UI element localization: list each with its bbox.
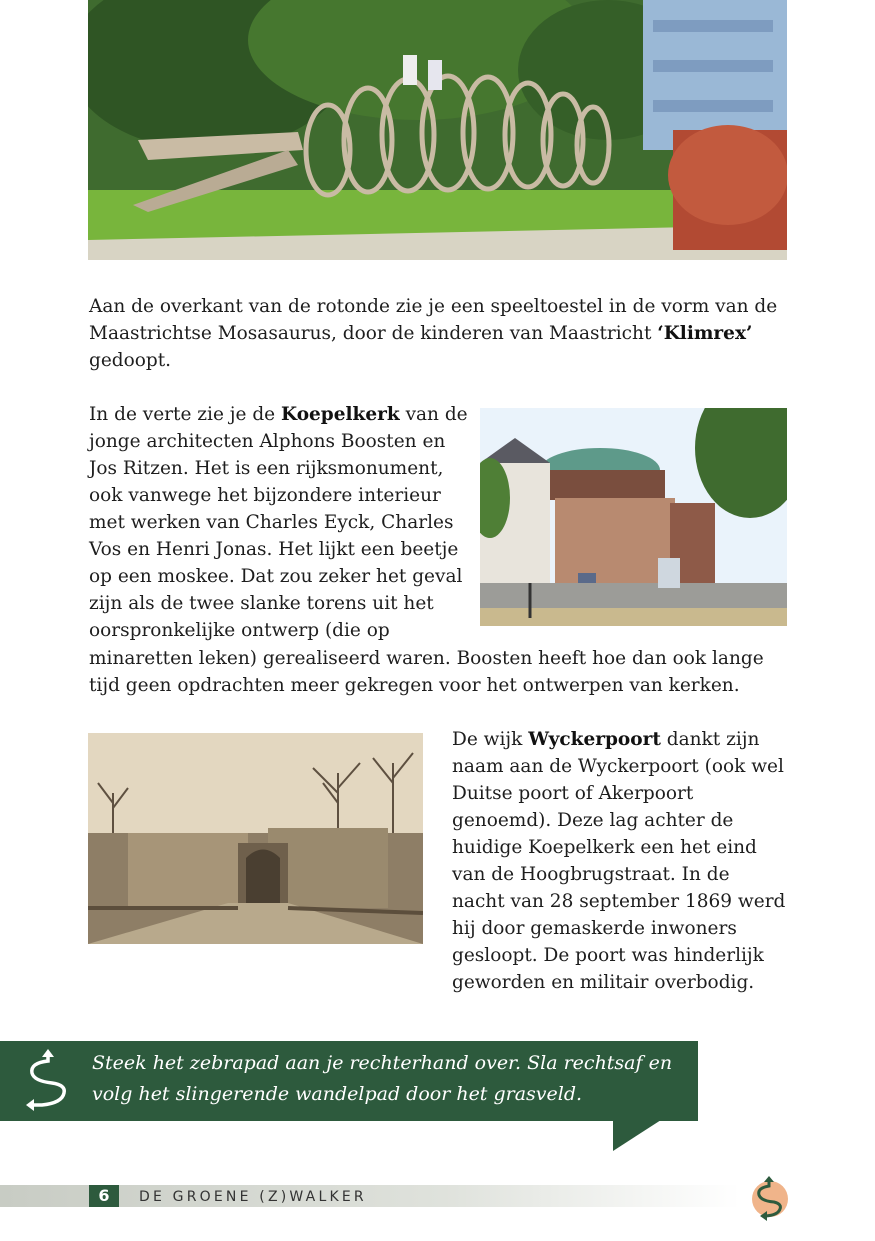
winding-path-arrow-icon: [22, 1049, 74, 1115]
paragraph-text: van de jonge architecten Alphons Boosten en Jos Ritzen. Het is een rijksmonument, ook vanwege het bijzondere interieur met werken van Charles Eyck, Charles Vos en Henri Jonas. Het lijkt een beetje op een moskee. Dat zou zeker het geval zijn als de twee slanke torens uit het oorspronkelijke ontwerp (die op: [89, 404, 468, 641]
koepelkerk-term: Koepelkerk: [281, 404, 400, 425]
paragraph-text: De wijk: [452, 729, 529, 750]
page-number: 6: [89, 1185, 119, 1207]
mosasaurus-paragraph: [89, 293, 789, 374]
klimrex-term: ‘Klimrex’: [657, 323, 753, 344]
route-box-tail: [613, 1120, 661, 1151]
paragraph-text: gedoopt.: [89, 350, 172, 371]
koepelkerk-paragraph: [89, 401, 469, 644]
book-title: DE GROENE (Z)WALKER: [139, 1189, 367, 1205]
mosasaurus-playground-photo: [88, 0, 787, 260]
paragraph-text: Aan de overkant van de rotonde zie je een speeltoestel in de vorm van de Maastrichtse Mosasaurus, door de kinderen van Maastricht: [89, 296, 778, 344]
wyckerpoort-historic-photo: [88, 733, 423, 944]
route-instruction-text: Steek het zebrapad aan je rechterhand over. Sla rechtsaf en volg het slingerende wandelpad door het grasveld.: [92, 1052, 673, 1105]
wyckerpoort-term: Wyckerpoort: [528, 729, 661, 750]
paragraph-text: In de verte zie je de: [89, 404, 282, 425]
paragraph-text: dankt zijn naam aan de Wyckerpoort (ook wel Duitse poort of Akerpoort genoemd). Deze lag achter de huidige Koepelkerk een het eind van de Hoogbrugstraat. In de nacht van 28 september 1869 werd hij door gemaskerde inwoners gesloopt. De poort was hinderlijk geworden en militair overbodig.: [452, 729, 786, 993]
koepelkerk-paragraph-continued: minaretten leken) gerealiseerd waren. Boosten heeft hoe dan ook lange tijd geen opdrachten meer gekregen voor het ontwerpen van kerken.: [89, 648, 764, 696]
wyckerpoort-paragraph: [452, 726, 787, 996]
winding-path-logo-icon: [748, 1175, 790, 1221]
koepelkerk-photo: [480, 408, 787, 626]
